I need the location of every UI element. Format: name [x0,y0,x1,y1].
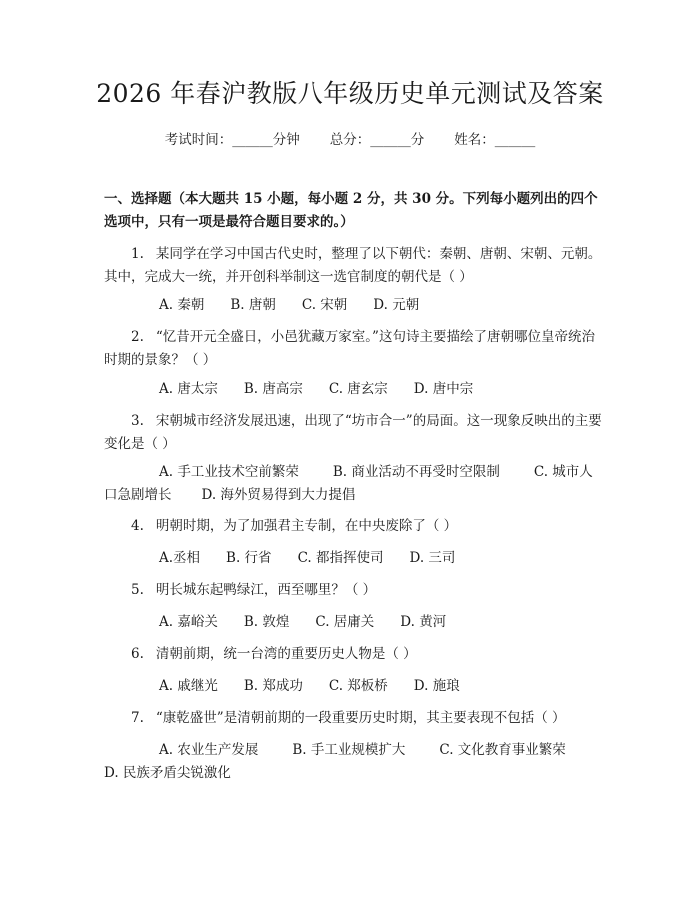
option-d: D. 海外贸易得到大力提倡 [201,487,356,503]
question-3-options [104,461,602,507]
option-a: A.丞相 [159,550,201,566]
option-b: B. 唐朝 [230,297,276,313]
option-b: B. 商业活动不再受时空限制 [332,464,500,480]
option-a: A. 农业生产发展 [159,742,259,758]
option-d: D. 民族矛盾尖锐激化 [104,765,231,781]
question-7 [104,707,602,730]
option-d: D. 施琅 [413,678,460,694]
question-number: 2. [131,329,144,345]
option-a: A. 嘉峪关 [159,614,218,630]
question-7-options [104,739,602,785]
option-b: B. 行省 [226,550,272,566]
question-text: 明长城东起鸭绿江，西至哪里？（ ） [155,582,377,598]
option-b: B. 敦煌 [243,614,290,630]
option-d: D. 元朝 [373,297,420,313]
question-2-options [104,378,602,401]
option-b: B. 手工业规模扩大 [292,742,406,758]
question-text: 某同学在学习中国古代史时，整理了以下朝代：秦朝、唐朝、宋朝、元朝。其中，完成大一统，并开创科举制这一选官制度的朝代是（ ） [104,246,602,285]
option-c: C. 郑板桥 [328,678,388,694]
option-c: C. 城市人口急剧增长 [104,464,593,503]
question-number: 3. [131,413,144,429]
option-c: C. 宋朝 [301,297,348,313]
option-a: A. 秦朝 [159,297,205,313]
question-text: 明朝时期，为了加强君主专制，在中央废除了（ ） [155,518,458,534]
exam-time-field: 考试时间：______分钟 [164,132,300,148]
question-text: “康乾盛世”是清朝前期的一段重要历史时期，其主要表现不包括（ ） [155,710,566,726]
question-1 [104,243,602,289]
exam-info-line [0,130,700,150]
student-name-field: 姓名：______ [454,132,536,148]
option-a: A. 戚继光 [159,678,218,694]
section-heading: 一、选择题（本大题共 15 小题，每小题 2 分，共 30 分。下列每小题列出的四个选项中，只有一项是最符合题目要求的。） [104,191,598,230]
option-c: C. 都指挥使司 [297,550,384,566]
question-5-options [104,611,602,634]
question-1-options [104,294,602,317]
question-number: 6. [131,646,144,662]
question-number: 4. [131,518,144,534]
option-d: D. 三司 [409,550,456,566]
question-6 [104,643,602,666]
option-c: C. 居庸关 [315,614,375,630]
question-5 [104,579,602,602]
question-text: 清朝前期，统一台湾的重要历史人物是（ ） [155,646,417,662]
option-d: D. 黄河 [400,614,447,630]
option-a: A. 唐太宗 [159,381,218,397]
question-text: “忆昔开元全盛日，小邑犹藏万家室。”这句诗主要描绘了唐朝哪位皇帝统治时期的景象？（ ） [104,329,595,368]
question-number: 7. [131,710,144,726]
page-title: 2026 年春沪教版八年级历史单元测试及答案 [96,79,604,108]
option-c: C. 文化教育事业繁荣 [439,742,566,758]
question-3 [104,410,602,456]
option-a: A. 手工业技术空前繁荣 [159,464,299,480]
total-score-field: 总分：______分 [329,132,425,148]
question-4-options [104,547,602,570]
option-d: D. 唐中宗 [413,381,474,397]
question-6-options [104,675,602,698]
option-b: B. 郑成功 [243,678,303,694]
question-2 [104,326,602,372]
question-4 [104,515,602,538]
question-text: 宋朝城市经济发展迅速，出现了“坊市合一”的局面。这一现象反映出的主要变化是（ ） [104,413,602,452]
question-number: 1. [131,246,144,262]
option-c: C. 唐玄宗 [328,381,388,397]
option-b: B. 唐高宗 [243,381,303,397]
question-number: 5. [131,582,144,598]
